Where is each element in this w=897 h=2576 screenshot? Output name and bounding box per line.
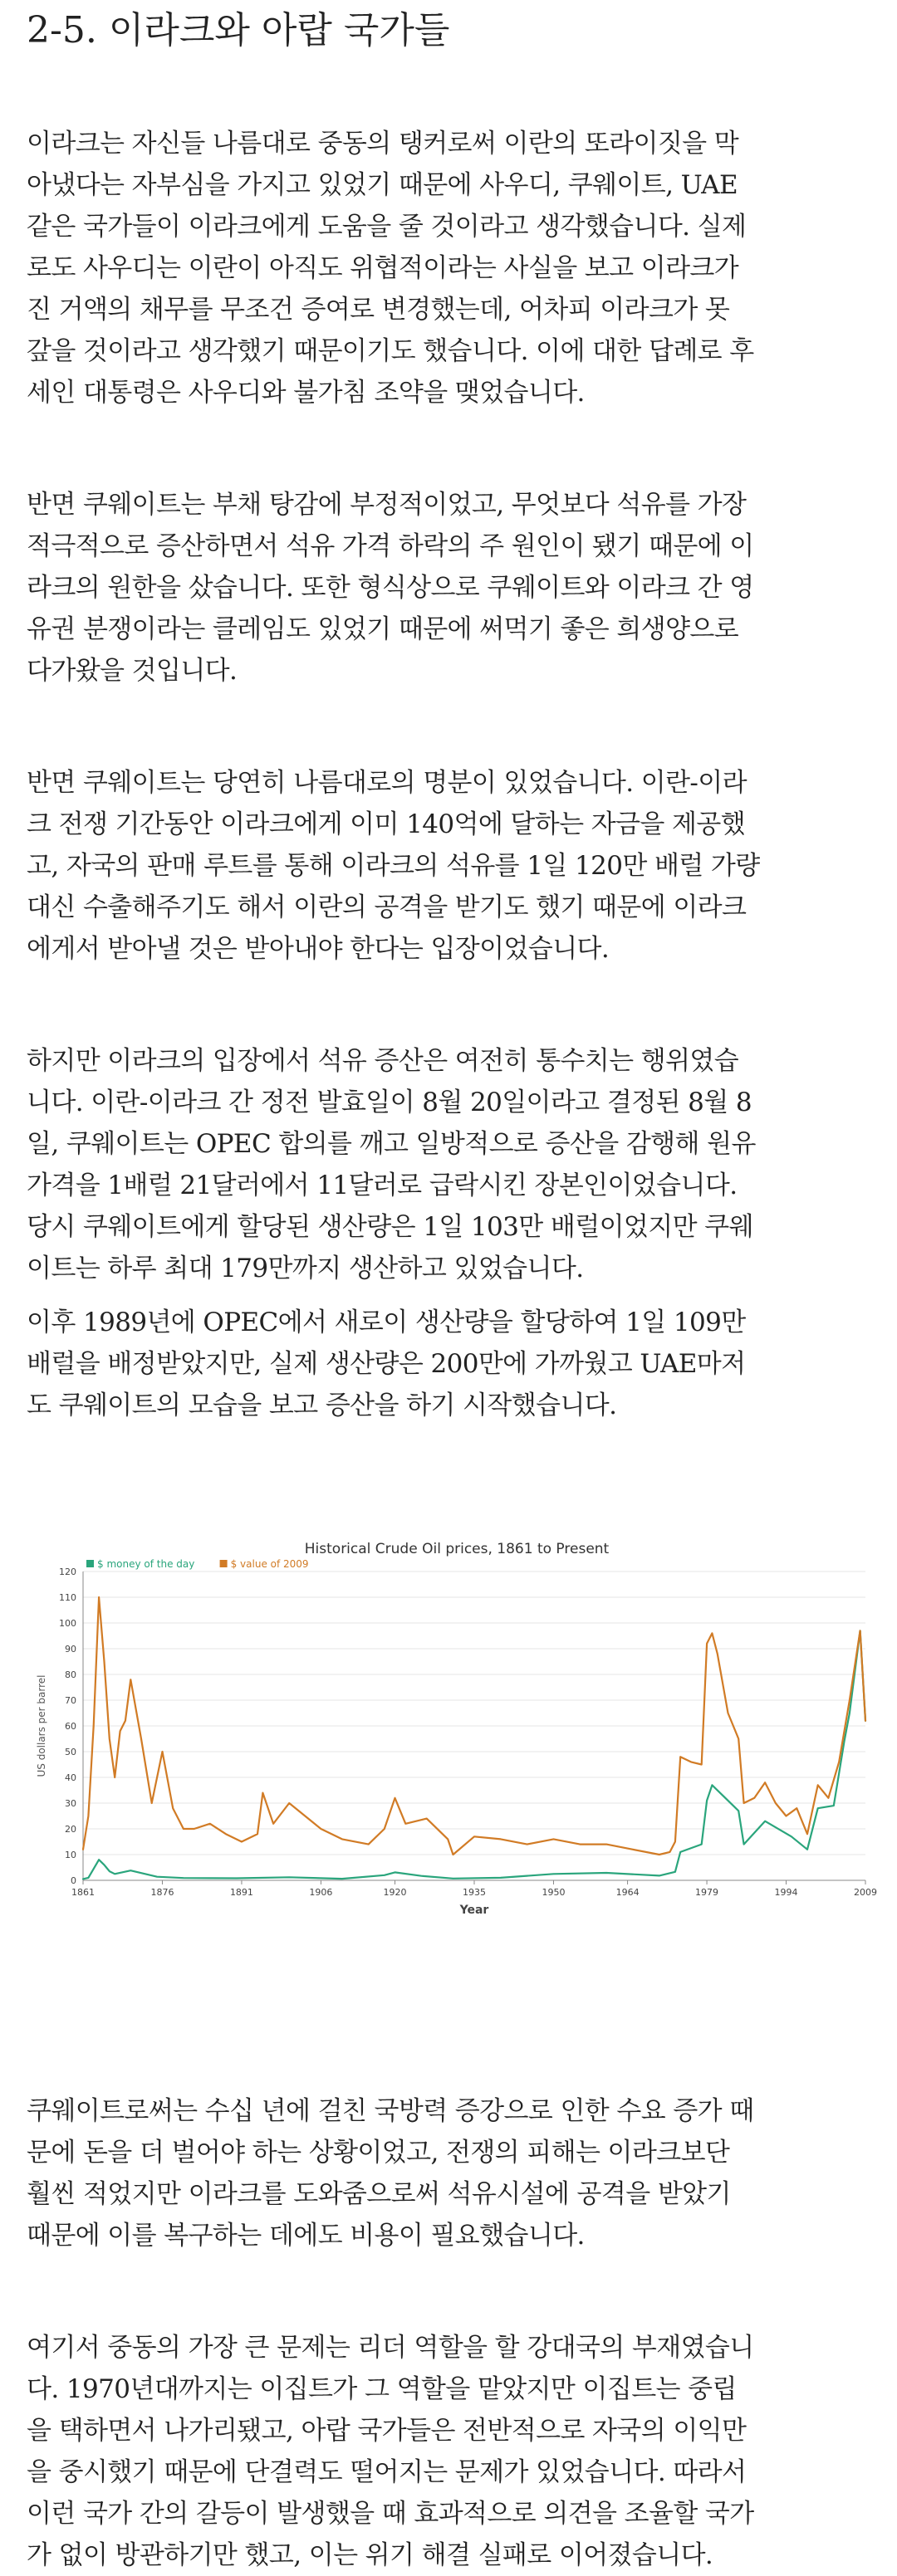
text-line: 이라크는 자신들 나름대로 중동의 탱커로써 이란의 또라이짓을 막	[27, 129, 739, 159]
text-line: 여기서 중동의 가장 큰 문제는 리더 역할을 할 강대국의 부재였습니	[27, 2333, 754, 2363]
text-line: 다가왔을 것입니다.	[27, 656, 238, 686]
oil-price-chart	[25, 1532, 889, 1917]
text-line: 진 거액의 채무를 무조건 증여로 변경했는데, 어차피 이라크가 못	[27, 295, 730, 325]
x-tick-label: 1891	[229, 1887, 253, 1898]
text-line: 이후 1989년에 OPEC에서 새로이 생산량을 할당하여 1일 109만	[27, 1308, 746, 1337]
x-tick-label: 1979	[695, 1887, 719, 1898]
text-line: 가격을 1배럴 21달러에서 11달러로 급락시킨 장본인이었습니다.	[27, 1171, 738, 1200]
text-line: 이런 국가 간의 갈등이 발생했을 때 효과적으로 의견을 조율할 국가	[27, 2499, 754, 2529]
text-line: 니다. 이란-이라크 간 정전 발효일이 8월 20일이라고 결정된 8월 8	[27, 1088, 752, 1117]
legend-label: $ value of 2009	[230, 1558, 309, 1570]
paragraph-1	[27, 123, 882, 413]
legend-label: $ money of the day	[97, 1558, 195, 1570]
text-line: 대신 수출해주기도 해서 이란의 공격을 받기도 했기 때문에 이라크	[27, 892, 747, 922]
x-tick-label: 2009	[854, 1887, 877, 1898]
y-axis-ticks	[59, 1567, 76, 1886]
x-tick-label: 1935	[463, 1887, 486, 1898]
text-line: 가 없이 방관하기만 했고, 이는 위기 해결 실패로 이어졌습니다.	[27, 2540, 713, 2570]
paragraph-6	[27, 2090, 882, 2256]
text-line: 세인 대통령은 사우디와 불가침 조약을 맺었습니다.	[27, 378, 585, 408]
text-line: 을 택하면서 나가리됐고, 아랍 국가들은 전반적으로 자국의 이익만	[27, 2416, 747, 2446]
y-tick-label: 60	[65, 1721, 76, 1732]
text-line: 도 쿠웨이트의 모습을 보고 증산을 하기 시작했습니다.	[27, 1391, 617, 1420]
text-line: 훨씬 적었지만 이라크를 도와줌으로써 석유시설에 공격을 받았기	[27, 2179, 731, 2209]
y-tick-label: 100	[59, 1618, 76, 1629]
text-line: 하지만 이라크의 입장에서 석유 증산은 여전히 통수치는 행위였습	[27, 1046, 739, 1076]
chart-series	[83, 1597, 865, 1879]
x-tick-label: 1950	[542, 1887, 566, 1898]
oil-price-chart-svg	[25, 1532, 889, 1917]
series-line-money-of-the-day	[83, 1630, 865, 1879]
chart-grid	[83, 1572, 865, 1880]
y-tick-label: 20	[65, 1824, 76, 1835]
y-tick-label: 0	[71, 1875, 76, 1886]
y-tick-label: 80	[65, 1669, 76, 1680]
x-tick-label: 1861	[71, 1887, 95, 1898]
y-tick-label: 70	[65, 1695, 76, 1706]
text-line: 때문에 이를 복구하는 데에도 비용이 필요했습니다.	[27, 2221, 585, 2251]
text-line: 로도 사우디는 이란이 아직도 위협적이라는 사실을 보고 이라크가	[27, 253, 739, 283]
chart-legend	[86, 1558, 309, 1570]
text-line: 일, 쿠웨이트는 OPEC 합의를 깨고 일방적으로 증산을 감행해 원유	[27, 1129, 756, 1159]
text-line: 배럴을 배정받았지만, 실제 생산량은 200만에 가까웠고 UAE마저	[27, 1349, 746, 1379]
text-line: 갚을 것이라고 생각했기 때문이기도 했습니다. 이에 대한 답례로 후	[27, 336, 754, 366]
text-line: 쿠웨이트로써는 수십 년에 걸친 국방력 증강으로 인한 수요 증가 때	[27, 2096, 754, 2126]
chart-title: Historical Crude Oil prices, 1861 to Present	[304, 1541, 610, 1557]
text-line: 적극적으로 증산하면서 석유 가격 하락의 주 원인이 됐기 때문에 이	[27, 531, 754, 561]
text-line: 을 중시했기 때문에 단결력도 떨어지는 문제가 있었습니다. 따라서	[27, 2457, 747, 2487]
text-line: 문에 돈을 더 벌어야 하는 상황이었고, 전쟁의 피해는 이라크보단	[27, 2138, 730, 2168]
paragraph-3	[27, 762, 882, 970]
x-tick-label: 1876	[150, 1887, 174, 1898]
text-line: 아냈다는 자부심을 가지고 있었기 때문에 사우디, 쿠웨이트, UAE	[27, 170, 738, 200]
text-line: 라크의 원한을 샀습니다. 또한 형식상으로 쿠웨이트와 이라크 간 영	[27, 573, 754, 603]
y-tick-label: 50	[65, 1747, 76, 1757]
paragraph-5	[27, 1302, 882, 1426]
x-axis-ticks	[71, 1880, 877, 1898]
x-tick-label: 1964	[615, 1887, 640, 1898]
text-line: 다. 1970년대까지는 이집트가 그 역할을 맡았지만 이집트는 중립	[27, 2374, 737, 2404]
legend-swatch	[220, 1560, 228, 1567]
y-axis-label: US dollars per barrel	[36, 1674, 47, 1777]
x-tick-label: 1994	[774, 1887, 798, 1898]
x-tick-label: 1906	[309, 1887, 333, 1898]
paragraph-4	[27, 1040, 882, 1289]
paragraph-2	[27, 484, 882, 692]
text-line: 에게서 받아낼 것은 받아내야 한다는 입장이었습니다.	[27, 934, 610, 964]
section-heading: 2-5. 이라크와 아랍 국가들	[27, 9, 450, 51]
text-line: 반면 쿠웨이트는 당연히 나름대로의 명분이 있었습니다. 이란-이라	[27, 768, 747, 798]
text-line: 크 전쟁 기간동안 이라크에게 이미 140억에 달하는 자금을 제공했	[27, 809, 746, 839]
text-line: 같은 국가들이 이라크에게 도움을 줄 것이라고 생각했습니다. 실제	[27, 212, 747, 242]
y-tick-label: 110	[59, 1592, 76, 1603]
y-tick-label: 90	[65, 1644, 76, 1655]
text-line: 이트는 하루 최대 179만까지 생산하고 있었습니다.	[27, 1254, 584, 1283]
legend-swatch	[86, 1560, 94, 1567]
x-axis-label: Year	[459, 1904, 489, 1917]
text-line: 유권 분쟁이라는 클레임도 있었기 때문에 써먹기 좋은 희생양으로	[27, 614, 739, 644]
y-tick-label: 30	[65, 1798, 76, 1809]
text-line: 고, 자국의 판매 루트를 통해 이라크의 석유를 1일 120만 배럴 가량	[27, 851, 760, 881]
y-tick-label: 40	[65, 1772, 76, 1783]
y-tick-label: 10	[65, 1850, 76, 1860]
x-tick-label: 1920	[383, 1887, 407, 1898]
text-line: 당시 쿠웨이트에게 할당된 생산량은 1일 103만 배럴이었지만 쿠웨	[27, 1212, 753, 1242]
y-tick-label: 120	[59, 1567, 76, 1577]
paragraph-7	[27, 2327, 882, 2576]
text-line: 반면 쿠웨이트는 부채 탕감에 부정적이었고, 무엇보다 석유를 가장	[27, 490, 747, 520]
